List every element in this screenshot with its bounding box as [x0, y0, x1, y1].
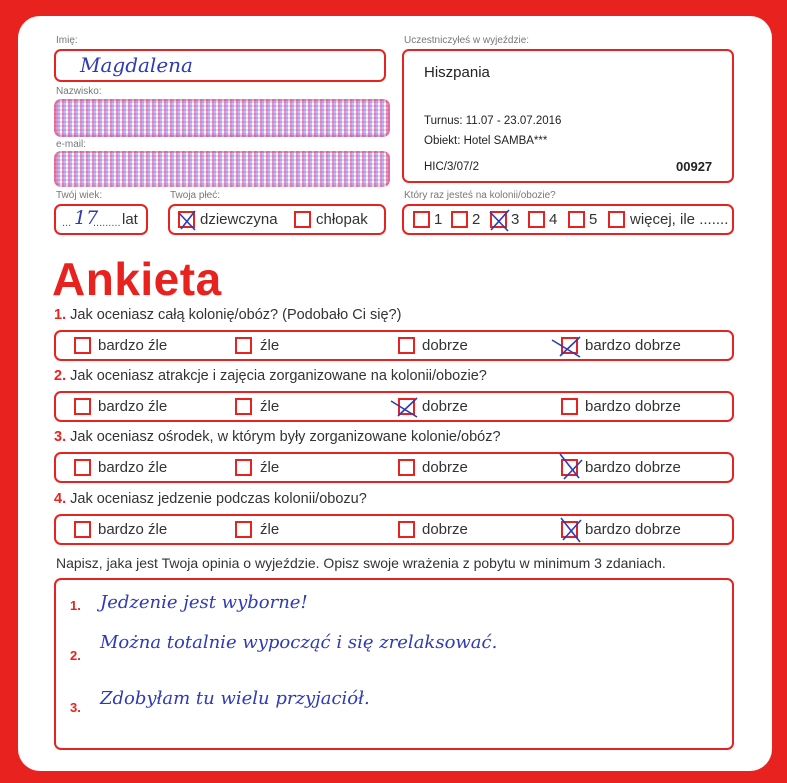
- opinion-line-1: Jedzenie jest wyborne!: [100, 592, 308, 613]
- times-group: [402, 204, 734, 235]
- q4-option-good: dobrze: [422, 521, 468, 538]
- page-title: Ankieta: [52, 253, 222, 305]
- q3-checkbox-good[interactable]: [398, 459, 415, 476]
- opinion-line-3-number: 3.: [70, 700, 81, 715]
- q2-option-bad: źle: [260, 398, 280, 415]
- name-label: Imię:: [56, 35, 78, 46]
- question-3: [54, 429, 501, 445]
- times-option-4: 4: [549, 211, 558, 228]
- q2-checkbox-very-good[interactable]: [561, 398, 578, 415]
- times-option-5: 5: [589, 211, 598, 228]
- question-1: [54, 307, 401, 323]
- trip-label: Uczestniczyłeś w wyjeździe:: [404, 35, 530, 46]
- q4-option-bad: źle: [260, 521, 280, 538]
- gender-checkbox-girl[interactable]: [178, 211, 195, 228]
- q1-option-bad: źle: [260, 337, 280, 354]
- question-2-number: 2.: [54, 368, 67, 384]
- trip-turnus: Turnus: 11.07 - 23.07.2016: [424, 115, 562, 127]
- question-1-number: 1.: [54, 307, 67, 323]
- age-unit: lat: [122, 211, 138, 228]
- check-x-icon: [175, 208, 201, 234]
- q1-option-very-bad: bardzo źle: [98, 337, 168, 354]
- name-field[interactable]: [54, 49, 386, 82]
- q3-option-good: dobrze: [422, 459, 468, 476]
- answer-row-4: [54, 514, 734, 545]
- question-4: [54, 491, 367, 507]
- answer-row-3: [54, 452, 734, 483]
- times-option-2: 2: [472, 211, 481, 228]
- q4-checkbox-good[interactable]: [398, 521, 415, 538]
- times-checkbox-4[interactable]: [528, 211, 545, 228]
- age-dots-right: .........: [93, 217, 121, 229]
- name-value: Magdalena: [80, 53, 193, 77]
- question-3-number: 3.: [54, 429, 67, 445]
- q3-option-bad: źle: [260, 459, 280, 476]
- times-option-1: 1: [434, 211, 443, 228]
- q2-checkbox-good[interactable]: [398, 398, 415, 415]
- times-label: Który raz jesteś na kolonii/obozie?: [404, 190, 556, 201]
- question-4-text: Jak oceniasz jedzenie podczas kolonii/obozu?: [70, 491, 367, 507]
- q2-option-good: dobrze: [422, 398, 468, 415]
- question-3-text: Jak oceniasz ośrodek, w którym były zorganizowane kolonie/obóz?: [70, 429, 501, 445]
- question-4-number: 4.: [54, 491, 67, 507]
- opinion-line-3: Zdobyłam tu wielu przyjaciół.: [100, 688, 370, 709]
- q2-option-very-bad: bardzo źle: [98, 398, 168, 415]
- gender-group: [168, 204, 386, 235]
- q3-option-very-bad: bardzo źle: [98, 459, 168, 476]
- q3-option-very-good: bardzo dobrze: [585, 459, 681, 476]
- age-value: 17: [74, 207, 99, 229]
- times-checkbox-5[interactable]: [568, 211, 585, 228]
- trip-destination: Hiszpania: [424, 64, 490, 81]
- opinion-prompt: Napisz, jaka jest Twoja opinia o wyjeździe. Opisz swoje wrażenia z pobytu w minimum 3 zdaniach.: [56, 555, 666, 571]
- question-2: [54, 368, 487, 384]
- question-1-text: Jak oceniasz całą kolonię/obóz? (Podobało Ci się?): [70, 307, 402, 323]
- q2-checkbox-very-bad[interactable]: [74, 398, 91, 415]
- q1-checkbox-good[interactable]: [398, 337, 415, 354]
- opinion-line-2: Można totalnie wypocząć i się zrelaksować.: [100, 632, 498, 653]
- times-option-3: 3: [511, 211, 520, 228]
- question-2-text: Jak oceniasz atrakcje i zajęcia zorganizowane na kolonii/obozie?: [70, 368, 487, 384]
- answer-row-1: [54, 330, 734, 361]
- trip-number: 00927: [676, 159, 713, 174]
- gender-label: Twoja płeć:: [170, 190, 221, 201]
- survey-sheet: [18, 16, 772, 771]
- check-x-icon: [558, 456, 584, 482]
- q4-option-very-bad: bardzo źle: [98, 521, 168, 538]
- gender-option-boy: chłopak: [316, 211, 368, 228]
- opinion-line-1-number: 1.: [70, 598, 81, 613]
- age-dots-left: ...: [62, 217, 72, 229]
- opinion-textarea[interactable]: [54, 578, 734, 750]
- trip-obiekt: Obiekt: Hotel SAMBA***: [424, 135, 548, 147]
- times-checkbox-3[interactable]: [490, 211, 507, 228]
- q3-checkbox-very-good[interactable]: [561, 459, 578, 476]
- q4-checkbox-very-bad[interactable]: [74, 521, 91, 538]
- q1-option-very-good: bardzo dobrze: [585, 337, 681, 354]
- times-checkbox-2[interactable]: [451, 211, 468, 228]
- email-label: e-mail:: [56, 139, 87, 150]
- check-x-icon: [558, 518, 584, 544]
- check-x-icon: [395, 395, 421, 421]
- age-label: Twój wiek:: [56, 190, 103, 201]
- surname-label: Nazwisko:: [56, 86, 102, 97]
- trip-code: HIC/3/07/2: [424, 161, 479, 173]
- q4-option-very-good: bardzo dobrze: [585, 521, 681, 538]
- q4-checkbox-very-good[interactable]: [561, 521, 578, 538]
- q2-checkbox-bad[interactable]: [235, 398, 252, 415]
- q1-checkbox-very-good[interactable]: [561, 337, 578, 354]
- q1-option-good: dobrze: [422, 337, 468, 354]
- q3-checkbox-bad[interactable]: [235, 459, 252, 476]
- check-x-icon: [558, 334, 584, 360]
- q4-checkbox-bad[interactable]: [235, 521, 252, 538]
- times-checkbox-1[interactable]: [413, 211, 430, 228]
- age-field[interactable]: [54, 204, 148, 235]
- gender-checkbox-boy[interactable]: [294, 211, 311, 228]
- times-option-more: więcej, ile .......: [630, 211, 729, 228]
- q3-checkbox-very-bad[interactable]: [74, 459, 91, 476]
- check-x-icon: [487, 208, 513, 234]
- opinion-line-2-number: 2.: [70, 648, 81, 663]
- email-field-redacted[interactable]: [54, 151, 390, 187]
- q2-option-very-good: bardzo dobrze: [585, 398, 681, 415]
- surname-field-redacted[interactable]: [54, 99, 390, 137]
- answer-row-2: [54, 391, 734, 422]
- q1-checkbox-very-bad[interactable]: [74, 337, 91, 354]
- times-checkbox-more[interactable]: [608, 211, 625, 228]
- q1-checkbox-bad[interactable]: [235, 337, 252, 354]
- gender-option-girl: dziewczyna: [200, 211, 278, 228]
